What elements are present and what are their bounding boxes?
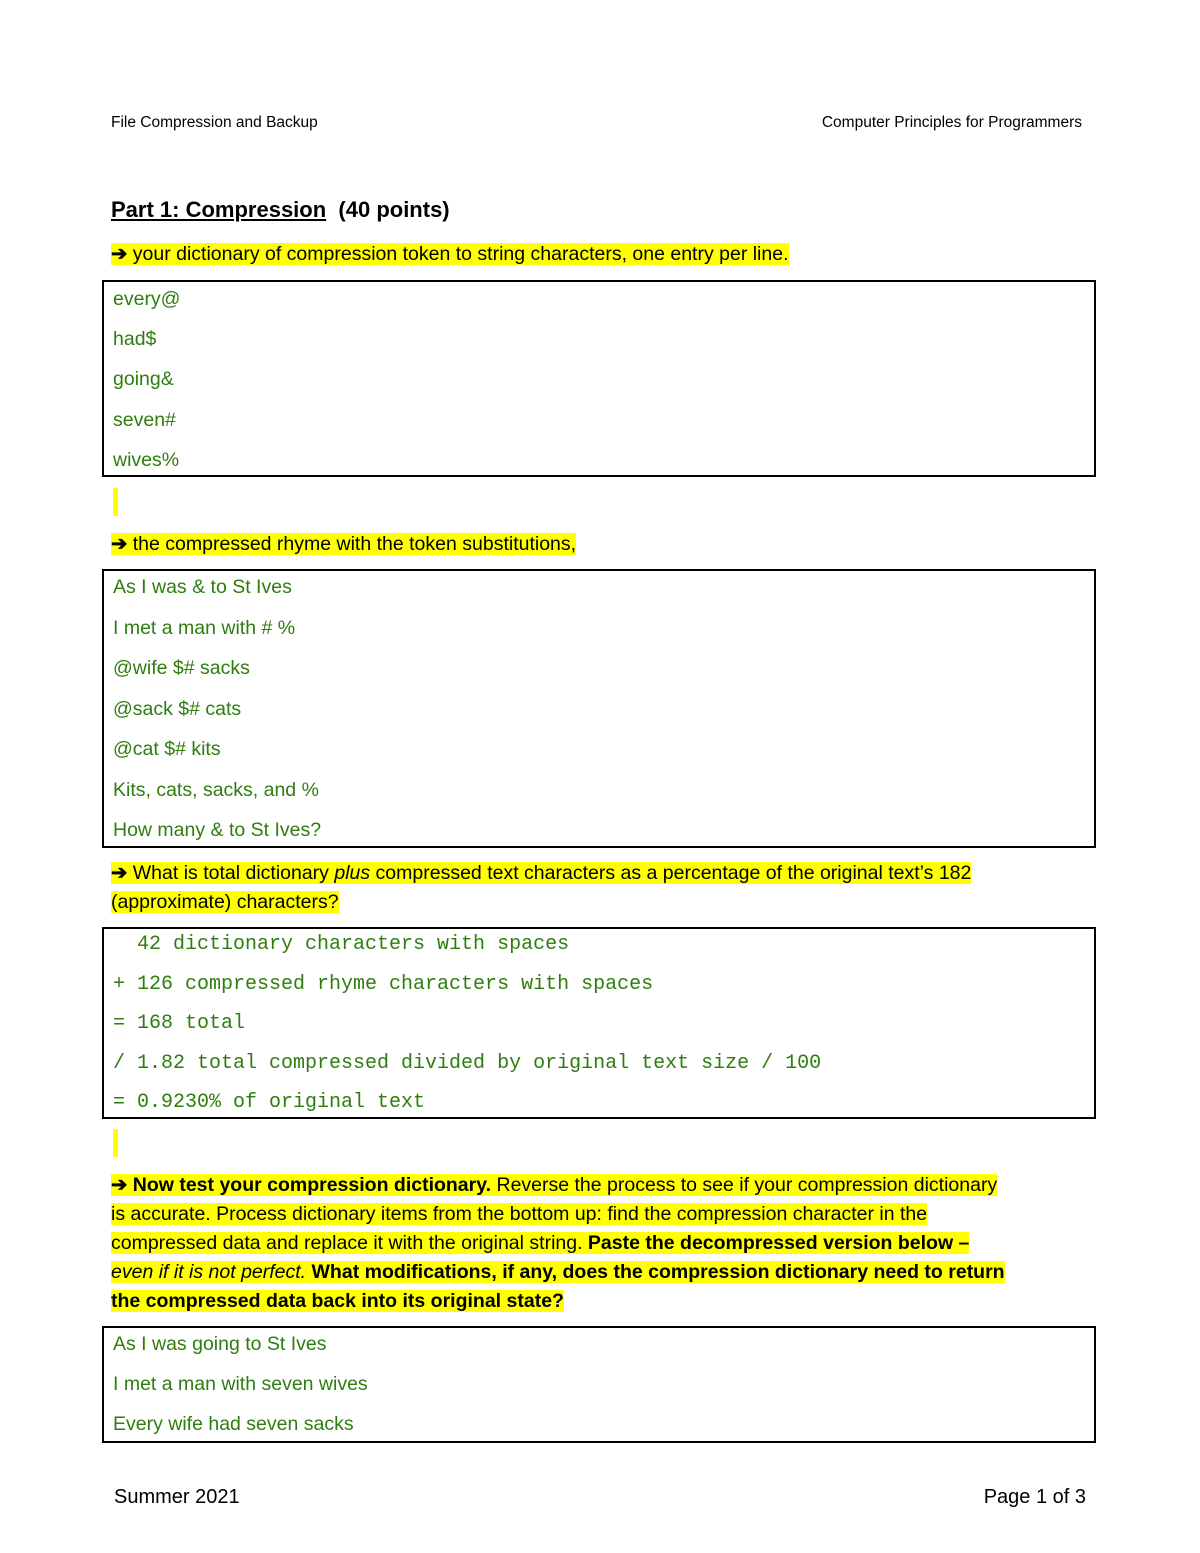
question-test-line4b: What modifications, if any, does the compression dictionary need to return — [306, 1261, 1005, 1283]
question-test-text: Reverse the process to see if your compression dictionary — [491, 1174, 998, 1196]
rhyme-line: How many & to St Ives? — [113, 819, 322, 841]
question-test-line2: is accurate. Process dictionary items from the bottom up: find the compression character in the — [111, 1203, 928, 1225]
decompressed-line: I met a man with seven wives — [113, 1373, 368, 1395]
dictionary-entry: had$ — [113, 328, 157, 350]
question-percentage-text: What is total dictionary — [132, 862, 335, 884]
compressed-rhyme-box — [102, 569, 1096, 848]
dictionary-entry: going& — [113, 368, 174, 390]
rhyme-line: @wife $# sacks — [113, 657, 250, 679]
decompressed-line: As I was going to St Ives — [113, 1333, 327, 1355]
question-dictionary — [111, 240, 1081, 269]
rhyme-line: @cat $# kits — [113, 738, 221, 760]
empty-highlight-marker — [113, 1129, 118, 1157]
question-test-line5: the compressed data back into its original state? — [111, 1290, 564, 1312]
question-dictionary-text: your dictionary of compression token to string characters, one entry per line. — [132, 243, 789, 265]
question-percentage — [111, 859, 1081, 917]
question-percentage-emphasis: plus — [334, 862, 371, 884]
question-percentage-line2: (approximate) characters? — [111, 891, 339, 913]
decompressed-line: Every wife had seven sacks — [113, 1413, 354, 1435]
question-test-line4a: even if it is not perfect. — [111, 1261, 307, 1283]
calculation-line: = 168 total — [113, 1012, 246, 1035]
footer-page-number: Page 1 of 3 — [983, 1486, 1086, 1508]
dictionary-box — [102, 280, 1096, 477]
arrow-icon: ➔ — [111, 862, 128, 884]
arrow-icon: ➔ — [111, 243, 128, 265]
calculation-box — [102, 927, 1096, 1119]
section-title-points: (40 points) — [338, 197, 450, 222]
footer-left: Summer 2021 — [114, 1486, 240, 1508]
calculation-line: + 126 compressed rhyme characters with spaces — [113, 973, 654, 996]
section-title-part: Part 1: Compression — [111, 197, 327, 222]
header-left: File Compression and Backup — [111, 114, 318, 131]
question-test-dictionary — [111, 1171, 1081, 1316]
dictionary-entry: seven# — [113, 409, 176, 431]
dictionary-entry: every@ — [113, 288, 181, 310]
question-compressed-rhyme — [111, 530, 1081, 559]
empty-highlight-marker — [113, 488, 118, 516]
calculation-line: / 1.82 total compressed divided by original text size / 100 — [113, 1052, 822, 1075]
arrow-icon: ➔ — [111, 1174, 128, 1196]
rhyme-line: As I was & to St Ives — [113, 576, 292, 598]
rhyme-line: Kits, cats, sacks, and % — [113, 779, 319, 801]
header-right: Computer Principles for Programmers — [821, 114, 1082, 131]
decompressed-box — [102, 1326, 1096, 1443]
rhyme-line: @sack $# cats — [113, 698, 242, 720]
section-title — [111, 197, 450, 223]
rhyme-line: I met a man with # % — [113, 617, 296, 639]
question-percentage-text-2: compressed text characters as a percentage of the original text’s 182 — [370, 862, 972, 884]
question-test-line3b: Paste the decompressed version below – — [587, 1232, 970, 1254]
question-test-line3a: compressed data and replace it with the original string. — [111, 1232, 588, 1254]
question-compressed-rhyme-text: the compressed rhyme with the token substitutions, — [132, 533, 577, 555]
arrow-icon: ➔ — [111, 533, 128, 555]
dictionary-entry: wives% — [113, 449, 180, 471]
calculation-line: 42 dictionary characters with spaces — [113, 933, 570, 956]
question-test-bold: Now test your compression dictionary. — [132, 1174, 492, 1196]
calculation-line: = 0.9230% of original text — [113, 1091, 426, 1114]
